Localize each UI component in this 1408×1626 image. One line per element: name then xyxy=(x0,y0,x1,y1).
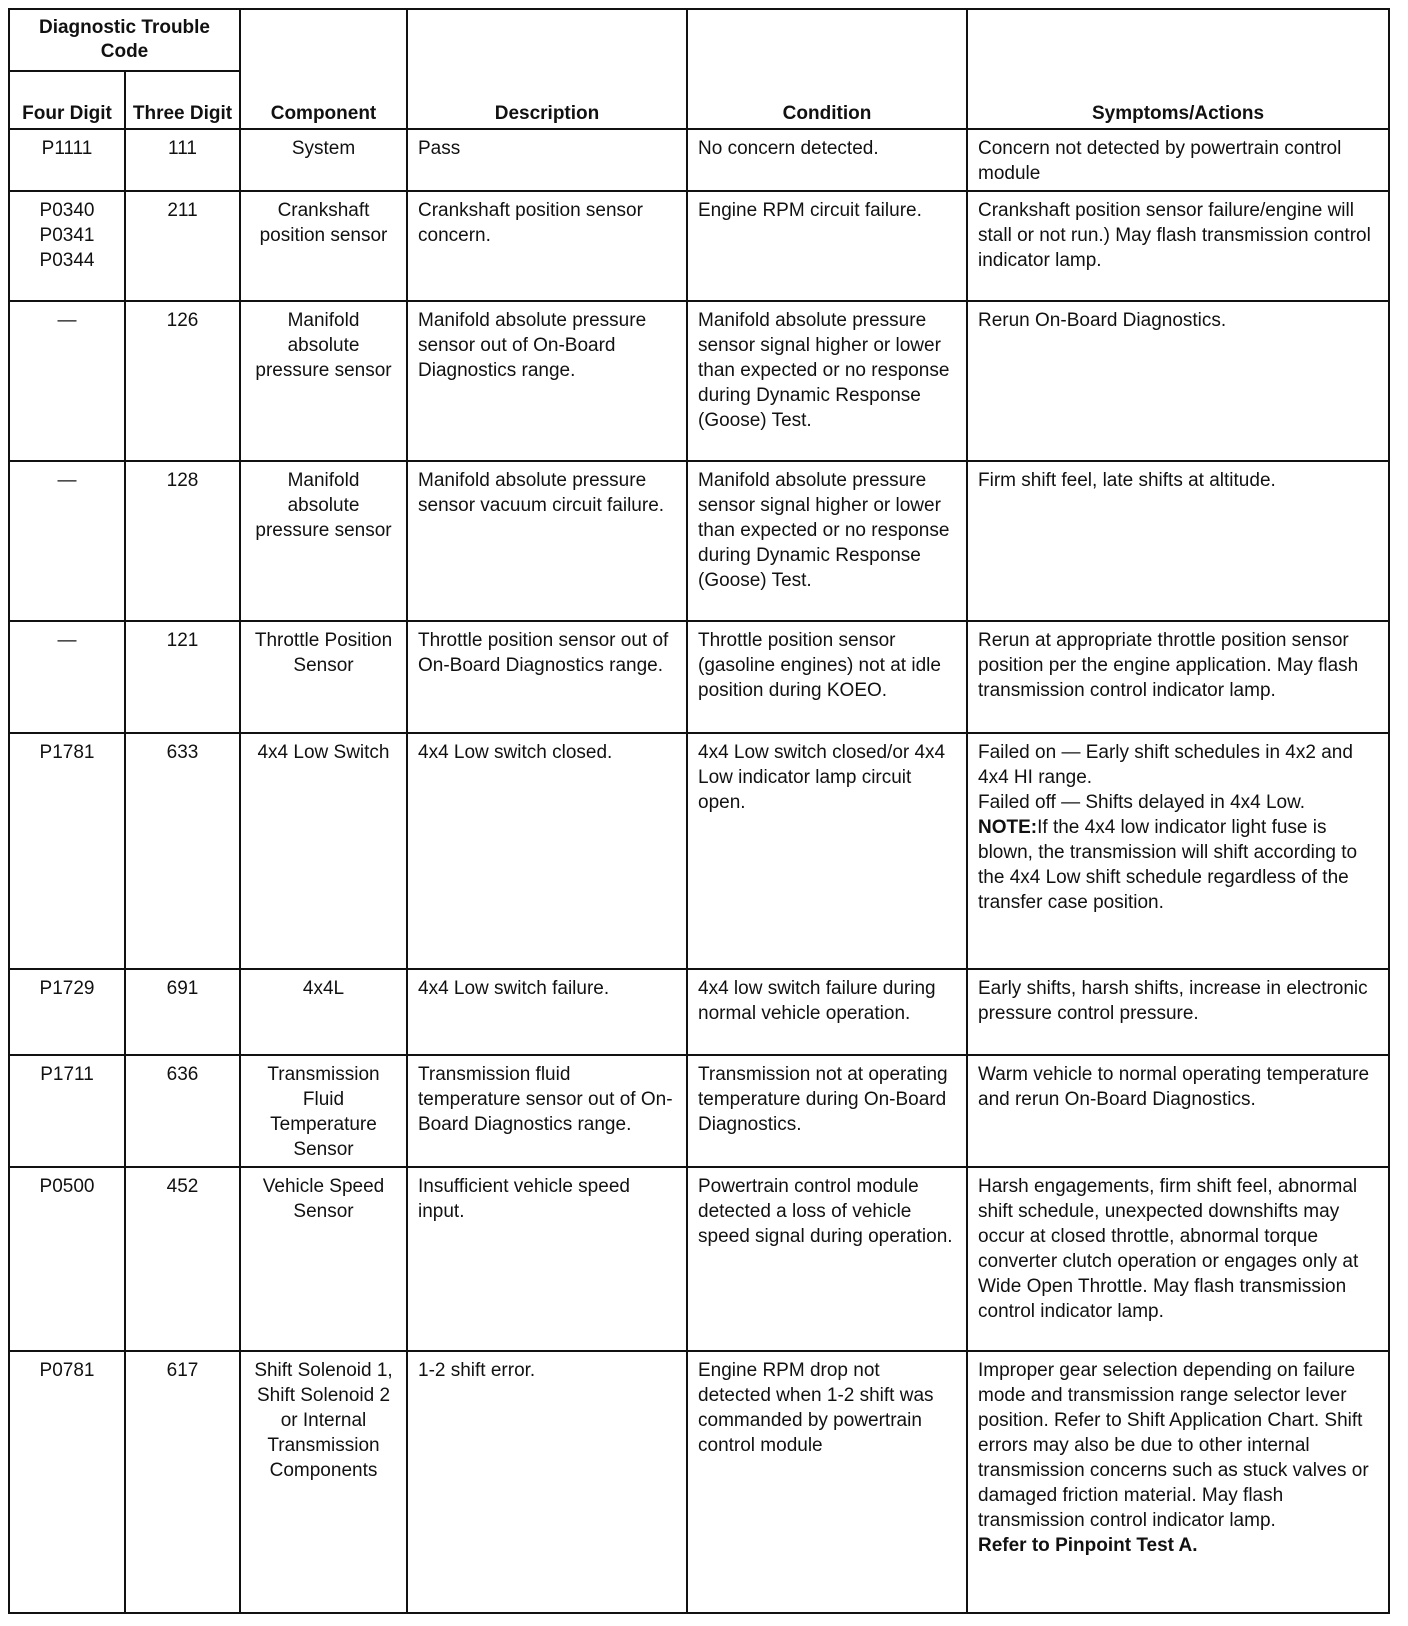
four-digit-cell: P0340 P0341 P0344 xyxy=(9,191,125,301)
header-description: Description xyxy=(407,9,687,129)
table-row xyxy=(9,733,1389,969)
component-cell: Throttle Position Sensor xyxy=(240,621,407,733)
description-cell: Transmission fluid temperature sensor out of On-Board Diagnostics range. xyxy=(407,1055,687,1167)
symptoms-cell: Firm shift feel, late shifts at altitude. xyxy=(967,461,1389,621)
condition-cell: Engine RPM circuit failure. xyxy=(687,191,967,301)
four-digit-cell: P1711 xyxy=(9,1055,125,1167)
symptoms-cell xyxy=(967,1351,1389,1613)
table-header xyxy=(9,9,1389,129)
four-digit-cell: — xyxy=(9,461,125,621)
condition-cell: Engine RPM drop not detected when 1-2 shift was commanded by powertrain control module xyxy=(687,1351,967,1613)
symptoms-cell: Rerun at appropriate throttle position sensor position per the engine application. May flash transmission control indicator lamp. xyxy=(967,621,1389,733)
four-digit-cell: P0781 xyxy=(9,1351,125,1613)
description-cell: 1-2 shift error. xyxy=(407,1351,687,1613)
component-cell: 4x4 Low Switch xyxy=(240,733,407,969)
condition-cell: Manifold absolute pressure sensor signal higher or lower than expected or no response during Dynamic Response (Goose) Test. xyxy=(687,301,967,461)
symptoms-cell: Warm vehicle to normal operating temperature and rerun On-Board Diagnostics. xyxy=(967,1055,1389,1167)
description-cell: Insufficient vehicle speed input. xyxy=(407,1167,687,1351)
three-digit-cell: 128 xyxy=(125,461,240,621)
table-row xyxy=(9,621,1389,733)
table-row xyxy=(9,1167,1389,1351)
header-four-digit: Four Digit xyxy=(9,71,125,129)
description-cell: 4x4 Low switch closed. xyxy=(407,733,687,969)
description-cell: Crankshaft position sensor concern. xyxy=(407,191,687,301)
header-component: Component xyxy=(240,9,407,129)
symptoms-cell: Harsh engagements, firm shift feel, abnormal shift schedule, unexpected downshifts may occur at closed throttle, abnormal torque converter clutch operation or engages only at Wide Open Throttle. May flash transmission control indicator lamp. xyxy=(967,1167,1389,1351)
condition-cell: 4x4 Low switch closed/or 4x4 Low indicator lamp circuit open. xyxy=(687,733,967,969)
symptoms-cell: Early shifts, harsh shifts, increase in electronic pressure control pressure. xyxy=(967,969,1389,1055)
condition-cell: Throttle position sensor (gasoline engines) not at idle position during KOEO. xyxy=(687,621,967,733)
description-cell: Pass xyxy=(407,129,687,191)
table-row xyxy=(9,461,1389,621)
description-cell: Throttle position sensor out of On-Board Diagnostics range. xyxy=(407,621,687,733)
dtc-table xyxy=(8,8,1390,1614)
header-condition: Condition xyxy=(687,9,967,129)
condition-cell: Powertrain control module detected a loss of vehicle speed signal during operation. xyxy=(687,1167,967,1351)
table-row xyxy=(9,129,1389,191)
four-digit-cell: P1111 xyxy=(9,129,125,191)
table-row xyxy=(9,191,1389,301)
table-row xyxy=(9,1055,1389,1167)
description-cell: Manifold absolute pressure sensor out of On-Board Diagnostics range. xyxy=(407,301,687,461)
header-symptoms: Symptoms/Actions xyxy=(967,9,1389,129)
symptoms-cell xyxy=(967,733,1389,969)
description-cell: 4x4 Low switch failure. xyxy=(407,969,687,1055)
three-digit-cell: 121 xyxy=(125,621,240,733)
four-digit-cell: — xyxy=(9,301,125,461)
table-body xyxy=(9,129,1389,1613)
four-digit-cell: P0500 xyxy=(9,1167,125,1351)
component-cell: Crankshaft position sensor xyxy=(240,191,407,301)
component-cell: Manifold absolute pressure sensor xyxy=(240,461,407,621)
three-digit-cell: 617 xyxy=(125,1351,240,1613)
condition-cell: No concern detected. xyxy=(687,129,967,191)
three-digit-cell: 211 xyxy=(125,191,240,301)
three-digit-cell: 691 xyxy=(125,969,240,1055)
note-label: NOTE: xyxy=(978,817,1038,838)
table-row xyxy=(9,969,1389,1055)
condition-cell: Manifold absolute pressure sensor signal higher or lower than expected or no response during Dynamic Response (Goose) Test. xyxy=(687,461,967,621)
note xyxy=(978,815,1378,915)
table-row xyxy=(9,1351,1389,1613)
description-cell: Manifold absolute pressure sensor vacuum circuit failure. xyxy=(407,461,687,621)
symptom-line: Failed off — Shifts delayed in 4x4 Low. xyxy=(978,792,1306,813)
symptoms-cell: Concern not detected by powertrain control module xyxy=(967,129,1389,191)
three-digit-cell: 111 xyxy=(125,129,240,191)
symptoms-cell: Crankshaft position sensor failure/engine will stall or not run.) May flash transmission control indicator lamp. xyxy=(967,191,1389,301)
symptom-text: Improper gear selection depending on failure mode and transmission range selector lever position. Refer to Shift Application Chart. Shift errors may also be due to other internal transmission concerns such as stuck valves or damaged friction material. May flash transmission control indicator lamp. xyxy=(978,1360,1369,1531)
component-cell: Vehicle Speed Sensor xyxy=(240,1167,407,1351)
component-cell: System xyxy=(240,129,407,191)
three-digit-cell: 636 xyxy=(125,1055,240,1167)
four-digit-cell: P1729 xyxy=(9,969,125,1055)
four-digit-cell: P1781 xyxy=(9,733,125,969)
note-text: If the 4x4 low indicator light fuse is blown, the transmission will shift according to the 4x4 Low shift schedule regardless of the transfer case position. xyxy=(978,817,1358,913)
symptom-line: Failed on — Early shift schedules in 4x2 and 4x4 HI range. xyxy=(978,742,1353,788)
component-cell: Shift Solenoid 1, Shift Solenoid 2 or Internal Transmission Components xyxy=(240,1351,407,1613)
three-digit-cell: 126 xyxy=(125,301,240,461)
four-digit-cell: — xyxy=(9,621,125,733)
pinpoint-reference: Refer to Pinpoint Test A. xyxy=(978,1535,1198,1556)
condition-cell: Transmission not at operating temperature during On-Board Diagnostics. xyxy=(687,1055,967,1167)
condition-cell: 4x4 low switch failure during normal vehicle operation. xyxy=(687,969,967,1055)
table-row xyxy=(9,301,1389,461)
header-dtc-group: Diagnostic Trouble Code xyxy=(9,9,240,71)
three-digit-cell: 452 xyxy=(125,1167,240,1351)
component-cell: Transmission Fluid Temperature Sensor xyxy=(240,1055,407,1167)
component-cell: 4x4L xyxy=(240,969,407,1055)
three-digit-cell: 633 xyxy=(125,733,240,969)
component-cell: Manifold absolute pressure sensor xyxy=(240,301,407,461)
symptoms-cell: Rerun On-Board Diagnostics. xyxy=(967,301,1389,461)
header-three-digit: Three Digit xyxy=(125,71,240,129)
